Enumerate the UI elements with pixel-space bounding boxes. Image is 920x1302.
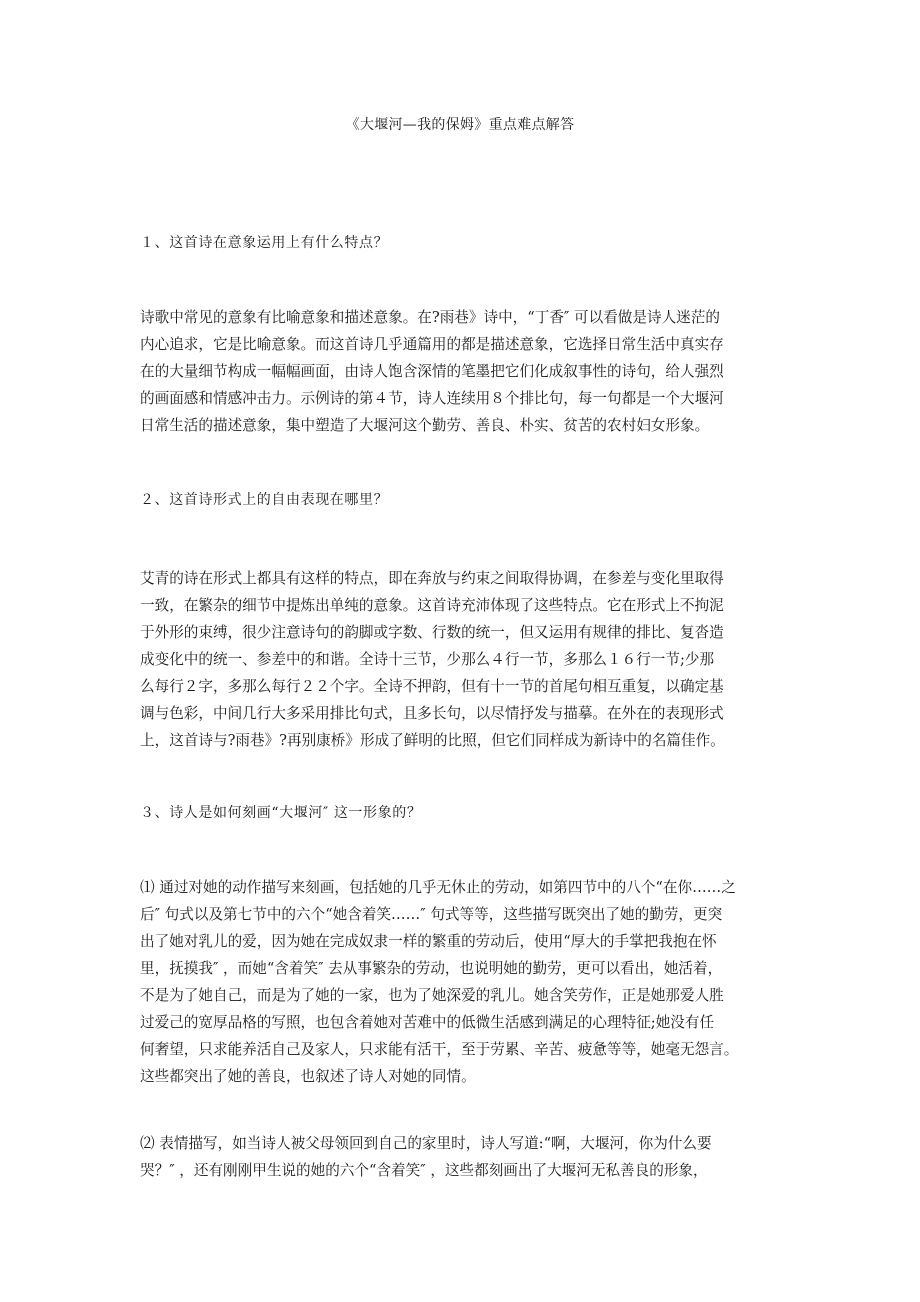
paragraph-line: 后″ 句式以及第七节中的六个“她含着笑……″ 句式等等，这些描写既突出了她的勤劳，更突 xyxy=(140,906,723,923)
paragraph-line: ⑵ 表情描写，如当诗人被父母领回到自己的家里时，诗人写道:“啊，大堰河，你为什么要 xyxy=(140,1135,712,1152)
paragraph-line: 里，抚摸我″ ，而她“含着笑″ 去从事繁杂的劳动，也说明她的勤劳，更可以看出，她活着， xyxy=(140,960,723,977)
question-3-heading: ３、诗人是如何刻画“大堰河″ 这一形象的？ xyxy=(140,805,422,821)
paragraph-line: 诗歌中常见的意象有比喻意象和描述意象。在?雨巷》诗中，“丁香″ 可以看做是诗人迷茫的 xyxy=(140,309,720,326)
answer-2-paragraph xyxy=(140,565,788,754)
paragraph-line: 日常生活的描述意象，集中塑造了大堰河这个勤劳、善良、朴实、贫苦的农村妇女形象。 xyxy=(140,417,710,434)
paragraph-line: 在的大量细节构成一幅幅画面，由诗人饱含深情的笔墨把它们化成叙事性的诗句，给人强烈 xyxy=(140,363,724,380)
paragraph-line: 不是为了她自己，而是为了她的一家，也为了她深爱的乳儿。她含笑劳作，正是她那爱人胜 xyxy=(140,987,724,1004)
paragraph-line: 艾青的诗在形式上都具有这样的特点，即在奔放与约束之间取得协调，在参差与变化里取得 xyxy=(140,570,724,587)
paragraph-line: 上，这首诗与?雨巷》?再别康桥》形成了鲜明的比照，但它们同样成为新诗中的名篇佳作。 xyxy=(140,732,725,749)
page-title: 《大堰河—我的保姆》重点难点解答 xyxy=(345,117,575,133)
paragraph-line: 出了她对乳儿的爱，因为她在完成奴隶一样的繁重的劳动后，使用“厚大的手掌把我抱在怀 xyxy=(140,933,717,950)
paragraph-line: ⑴ 通过对她的动作描写来刻画，包括她的几乎无休止的劳动，如第四节中的八个“在你……之 xyxy=(140,879,736,896)
answer-3-paragraph-1 xyxy=(140,874,788,1090)
paragraph-line: 调与色彩，中间几行大多采用排比句式，且多长句，以尽情抒发与描摹。在外在的表现形式 xyxy=(140,705,724,722)
paragraph-line: 哭？″ ，还有刚刚甲生说的她的六个“含着笑″ ，这些都刻画出了大堰河无私善良的形象， xyxy=(140,1162,708,1179)
paragraph-line: 一致，在繁杂的细节中提炼出单纯的意象。这首诗充沛体现了这些特点。它在形式上不拘泥 xyxy=(140,597,724,614)
paragraph-line: 这些都突出了她的善良，也叙述了诗人对她的同情。 xyxy=(140,1068,476,1085)
paragraph-line: 于外形的束缚，很少注意诗句的韵脚或字数、行数的统一，但又运用有规律的排比、复沓造 xyxy=(140,624,724,641)
paragraph-line: 成变化中的统一、参差中的和谐。全诗十三节，少那么４行一节，多那么１６行一节;少那 xyxy=(140,651,715,668)
paragraph-line: 的画面感和情感冲击力。示例诗的第４节，诗人连续用８个排比句，每一句都是一个大堰河 xyxy=(140,390,724,407)
question-1-heading: １、这首诗在意象运用上有什么特点？ xyxy=(140,235,389,251)
paragraph-line: 内心追求，它是比喻意象。而这首诗几乎通篇用的都是描述意象，它选择日常生活中真实存 xyxy=(140,336,724,353)
question-2-heading: ２、这首诗形式上的自由表现在哪里？ xyxy=(140,492,389,508)
paragraph-line: 过爱己的宽厚品格的写照，也包含着她对苦难中的低微生活感到满足的心理特征;她没有任 xyxy=(140,1014,715,1031)
paragraph-line: 何奢望，只求能养活自己及家人，只求能有活干，至于劳累、辛苦、疲惫等等，她毫无怨言。 xyxy=(140,1041,739,1058)
paragraph-line: 么每行２字，多那么每行２２个字。全诗不押韵，但有十一节的首尾句相互重复，以确定基 xyxy=(140,678,724,695)
answer-1-paragraph xyxy=(140,304,788,439)
answer-3-paragraph-2 xyxy=(140,1130,788,1184)
